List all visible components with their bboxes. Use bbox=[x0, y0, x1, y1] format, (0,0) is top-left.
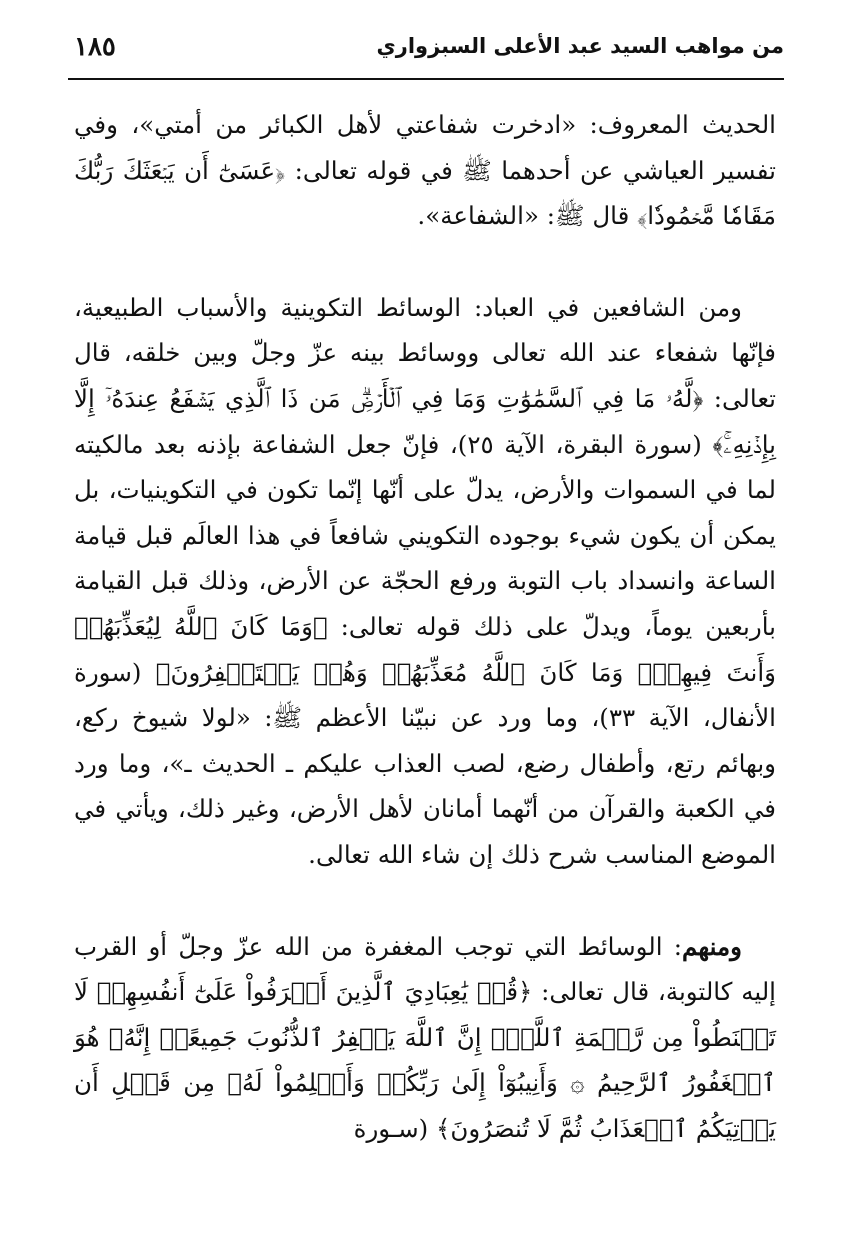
page-header bbox=[68, 32, 784, 72]
paragraph-1 bbox=[74, 102, 776, 239]
paragraph-3-text: : الوسائط التي توجب المغفرة من الله عزّ وجلّ أو القرب إليه كالتوبة، قال تعالى: ﴿قُلۡ يَٰعِبَادِيَ ٱلَّذِينَ أَسۡرَفُواْ عَلَىٰٓ أَنفُسِهِمۡ لَا تَقۡنَطُواْ مِن رَّحۡمَةِ ٱللَّهِۚ إِنَّ ٱللَّهَ يَغۡفِرُ ٱلذُّنُوبَ جَمِيعًاۚ إِنَّهُۥ هُوَ ٱلۡغَفُورُ ٱلرَّحِيمُ ۞ وَأَنِيبُوٓاْ إِلَىٰ رَبِّكُمۡ وَأَسۡلِمُواْ لَهُۥ مِن قَبۡلِ أَن يَأۡتِيَكُمُ ٱلۡعَذَابُ ثُمَّ لَا تُنصَرُونَ﴾ (سـورة bbox=[74, 931, 776, 1143]
paragraph-3-lead: ومنهم bbox=[682, 931, 742, 961]
header-rule bbox=[68, 78, 784, 80]
paragraph-1-text: الحديث المعروف: «ادخرت شفاعتي لأهل الكبائر من أمتي»، وفي تفسير العياشي عن أحدهما ﷺ في قوله تعالى: ﴿عَسَىٰٓ أَن يَبۡعَثَكَ رَبُّكَ مَقَامٗا مَّحۡمُودٗا﴾ قال ﷺ: «الشفاعة». bbox=[74, 110, 776, 231]
paragraph-2-text: ومن الشافعين في العباد: الوسائط التكوينية والأسباب الطبيعية، فإنّها شفعاء عند الله تعالى ووسائط بينه عزّ وجلّ وبين خلقه، قال تعالى: ﴿لَّهُۥ مَا فِي ٱلسَّمَٰوَٰتِ وَمَا فِي ٱلۡأَرۡضِۗ مَن ذَا ٱلَّذِي يَشۡفَعُ عِندَهُۥٓ إِلَّا بِإِذۡنِهِۦۚ﴾ (سورة البقرة، الآية ٢٥)، فإنّ جعل الشفاعة بإذنه بعد مالكيته لما في السموات والأرض، يدلّ على أنّها إنّما تكون في التكوينيات، بل يمكن أن يكون شيء بوجوده التكويني شافعاً في هذا العالَم قبل قيامة الساعة وانسداد باب التوبة ورفع الحجّة عن الأرض، وذلك قبل القيامة بأربعين يوماً، ويدلّ على ذلك قوله تعالى: ﴿وَمَا كَانَ ٱللَّهُ لِيُعَذِّبَهُمۡ وَأَنتَ فِيهِمۡۚ وَمَا كَانَ ٱللَّهُ مُعَذِّبَهُمۡ وَهُمۡ يَسۡتَغۡفِرُونَ﴾ (سورة الأنفال، الآية ٣٣)، وما ورد عن نبيّنا الأعظم ﷺ: «لولا شيوخ ركع، وبهائم رتع، وأطفال رضع، لصب العذاب عليكم ـ الحديث ـ»، وما ورد في الكعبة والقرآن من أنّهما أمانان لأهل الأرض، وغير ذلك، ويأتي في الموضع المناسب شرح ذلك إن شاء الله تعالى. bbox=[74, 292, 776, 869]
running-title: من مواهب السيد عبد الأعلى السبزواري bbox=[376, 34, 784, 58]
paragraph-3 bbox=[74, 924, 776, 1152]
paragraph-2 bbox=[74, 285, 776, 878]
page-number: ١٨٥ bbox=[74, 32, 116, 62]
body-text bbox=[74, 102, 776, 1151]
